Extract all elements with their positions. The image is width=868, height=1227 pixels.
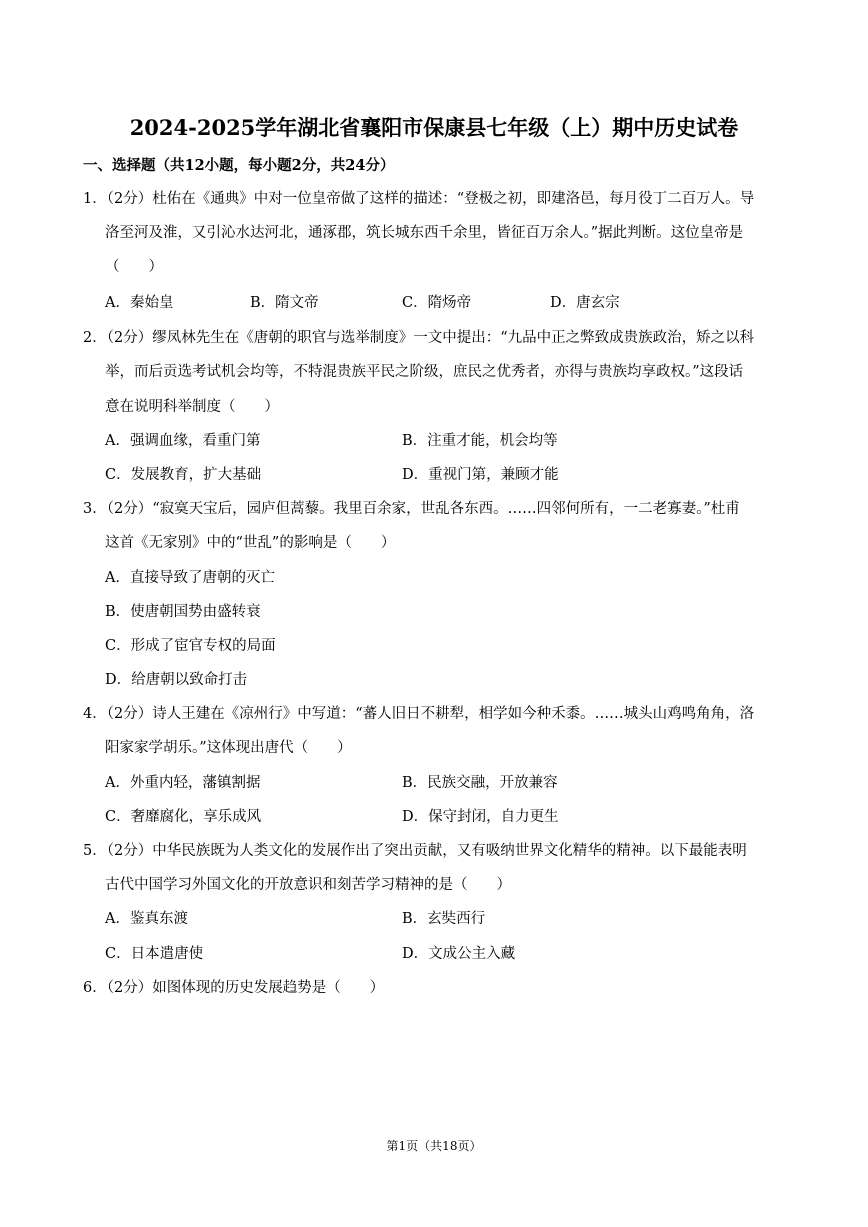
question-2-option-c: C．发展教育，扩大基础 (105, 467, 262, 483)
question-3-option-a: A．直接导致了唐朝的灭亡 (105, 570, 275, 586)
question-4-option-b: B．民族交融，开放兼容 (402, 775, 558, 791)
question-1-line-1: 1．（2分）杜佑在《通典》中对一位皇帝做了这样的描述：“登极之初，即建洛邑，每月役丁二百万人。导 (83, 191, 755, 207)
question-2-line-2: 举，而后贡选考试机会均等，不特混贵族平民之阶级，庶民之优秀者，亦得与贵族均享政权。”这段话 (105, 364, 744, 380)
question-4-option-a: A．外重内轻，藩镇割据 (105, 775, 261, 791)
question-1-line-2: 洛至河及淮，又引沁水达河北，通涿郡，筑长城东西千余里，皆征百万余人。”据此判断。这位皇帝是 (105, 225, 744, 241)
question-5-line-2: 古代中国学习外国文化的开放意识和刻苦学习精神的是（ ） (105, 877, 511, 893)
question-3-option-c: C．形成了宦官专权的局面 (105, 638, 276, 654)
question-2-line-1: 2．（2分）缪凤林先生在《唐朝的职官与选举制度》一文中提出：“九品中正之弊致成贵族政治，矫之以科 (83, 330, 755, 346)
section-heading: 一、选择题（共12小题，每小题2分，共24分） (83, 157, 395, 174)
question-4-option-c: C．奢靡腐化，享乐成风 (105, 809, 262, 825)
question-3-line-2: 这首《无家别》中的“世乱”的影响是（ ） (105, 535, 396, 551)
question-2-option-d: D．重视门第，兼顾才能 (402, 467, 559, 483)
page-title: 2024-2025学年湖北省襄阳市保康县七年级（上）期中历史试卷 (129, 115, 739, 140)
question-5-option-b: B．玄奘西行 (402, 911, 486, 927)
question-4-option-d: D．保守封闭，自力更生 (402, 809, 559, 825)
question-1-option-b: B．隋文帝 (250, 295, 319, 311)
question-2-line-3: 意在说明科举制度（ ） (105, 399, 279, 415)
page-footer: 第1页（共18页） (386, 1139, 482, 1153)
question-1-option-a: A．秦始皇 (105, 295, 174, 311)
question-1-line-3: （ ） (105, 259, 163, 275)
question-6-line-1: 6．（2分）如图体现的历史发展趋势是（ ） (83, 980, 385, 996)
question-1-option-c: C．隋炀帝 (402, 295, 472, 311)
question-5-option-c: C．日本遣唐使 (105, 946, 204, 962)
question-2-option-b: B．注重才能，机会均等 (402, 433, 558, 449)
question-3-option-b: B．使唐朝国势由盛转衰 (105, 604, 261, 620)
question-3-line-1: 3．（2分）“寂寞天宝后，园庐但蒿藜。我里百余家，世乱各东西。……四邻何所有，一二老寡妻。”杜甫 (83, 501, 740, 517)
question-4-line-2: 阳家家学胡乐。”这体现出唐代（ ） (105, 740, 352, 756)
question-1-option-d: D．唐玄宗 (550, 295, 620, 311)
question-5-line-1: 5．（2分）中华民族既为人类文化的发展作出了突出贡献，又有吸纳世界文化精华的精神。以下最能表明 (83, 843, 747, 859)
question-2-option-a: A．强调血缘，看重门第 (105, 433, 261, 449)
question-4-line-1: 4．（2分）诗人王建在《凉州行》中写道：“蕃人旧日不耕犁，相学如今种禾黍。……城头山鸡鸣角角，洛 (83, 706, 755, 722)
question-5-option-a: A．鉴真东渡 (105, 911, 188, 927)
question-5-option-d: D．文成公主入藏 (402, 946, 516, 962)
question-3-option-d: D．给唐朝以致命打击 (105, 672, 248, 688)
